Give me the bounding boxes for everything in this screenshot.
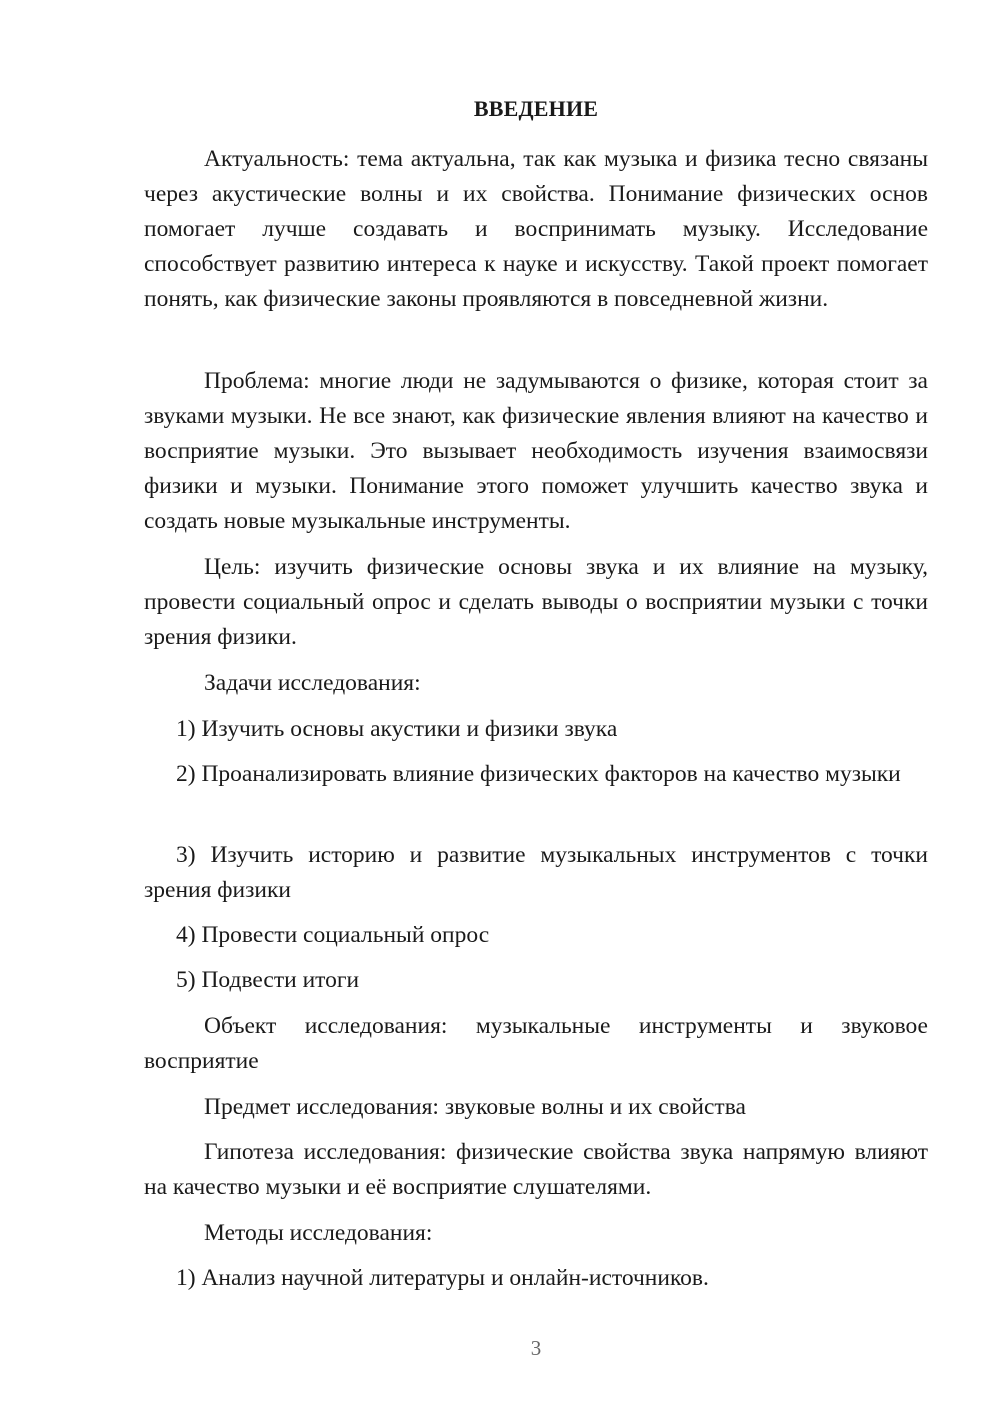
tasks-heading: Задачи исследования: <box>204 670 421 696</box>
page-number: 3 <box>530 1336 542 1360</box>
task-item: 4) Провести социальный опрос <box>176 922 490 948</box>
method-item: 1) Анализ научной литературы и онлайн-источников. <box>176 1265 709 1291</box>
subject-paragraph: Предмет исследования: звуковые волны и их свойства <box>204 1094 746 1120</box>
problem-paragraph: Проблема: многие люди не задумываются о физике, которая стоит за звуками музыки. Не все знают, как физические явления влияют на качество и восприятие музыки. Это вызывает необходимость изучения взаимосвязи физики и музыки. Понимание этого поможет улучшить качество звука и создать новые музыкальные инструменты. <box>144 368 928 534</box>
object-paragraph: Объект исследования: музыкальные инструменты и звуковое восприятие <box>144 1013 928 1074</box>
hypothesis-paragraph: Гипотеза исследования: физические свойства звука напрямую влияют на качество музыки и её восприятие слушателями. <box>144 1139 928 1200</box>
task-item: 3) Изучить историю и развитие музыкальных инструментов с точки зрения физики <box>144 842 928 903</box>
section-title: ВВЕДЕНИЕ <box>473 96 599 121</box>
task-item: 2) Проанализировать влияние физических факторов на качество музыки <box>176 761 901 787</box>
relevance-paragraph: Актуальность: тема актуальна, так как музыка и физика тесно связаны через акустические волны и их свойства. Понимание физических основ помогает лучше создавать и воспринимать музыку. Исследование способствует развитию интереса к науке и искусству. Такой проект помогает понять, как физические законы проявляются в повседневной жизни. <box>144 146 928 312</box>
methods-heading: Методы исследования: <box>204 1220 433 1246</box>
task-item: 1) Изучить основы акустики и физики звука <box>176 716 618 742</box>
goal-paragraph: Цель: изучить физические основы звука и их влияние на музыку, провести социальный опрос и сделать выводы о восприятии музыки с точки зрения физики. <box>144 554 928 650</box>
task-item: 5) Подвести итоги <box>176 967 360 993</box>
